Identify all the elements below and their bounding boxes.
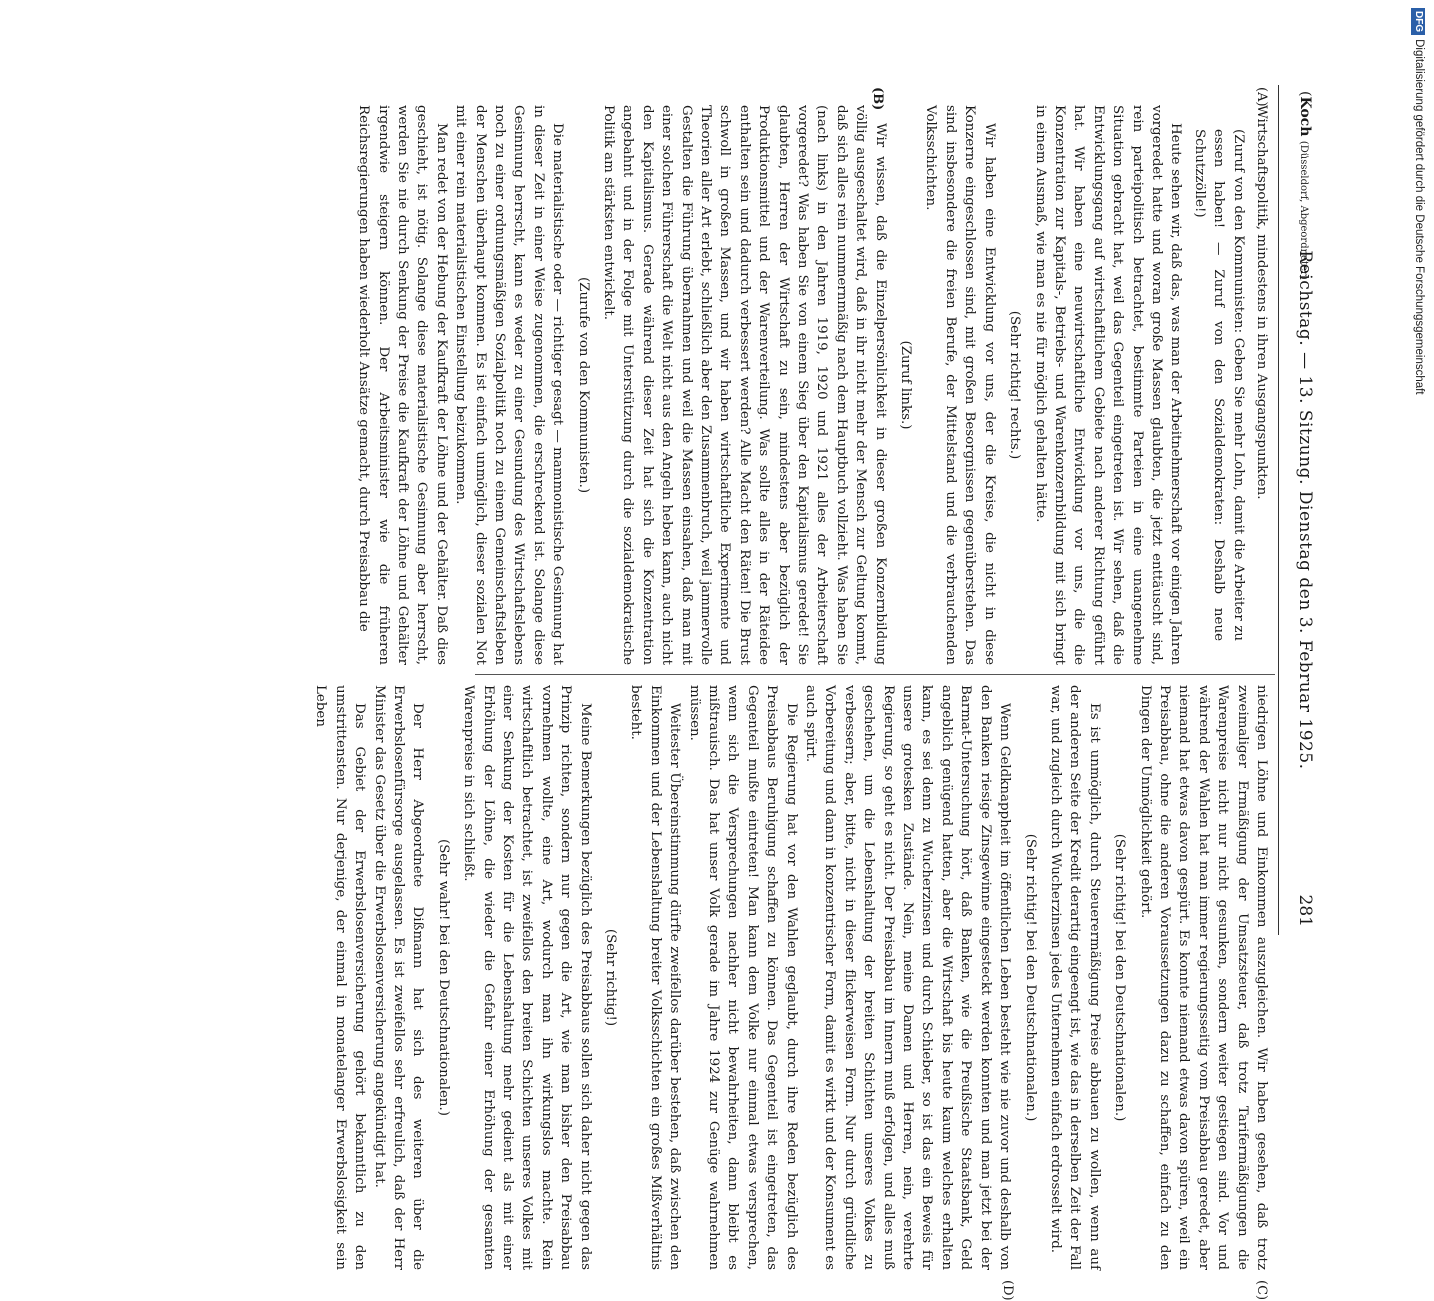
paragraph: Meine Bemerkungen bezüglich des Preisabbaus sollen sich daher nicht gegen das Prinzip richten, sondern nur gegen die Art, wie man bisher den Preisabbau vornehmen wollte, eine Art, wodurch man ihn wirkungslos machte. Rein wirtschaftlich betrachtet, ist zweifellos den breiten Schichten unseres Volkes mit einer Senkung der Kosten für die Lebenshaltung mehr gedient als mit einer Erhöhung der Löhne, die wieder die Gefahr einer Erhöhung der gesamten Warenpreise in sich schließt. [461, 685, 593, 1270]
scanned-page [85, 85, 1315, 1301]
stage-direction: (Sehr richtig!) [603, 928, 618, 1027]
paragraph: Wenn Geldknappheit im öffentlichen Leben besteht wie nie zuvor und deshalb von den Banken riesige Zinsgewinne eingesteckt werden konnten und man jetzt bei der Barmat-Untersuchung hört, daß Banken, wie die Preußische Staatsbank, Geld angeblich genügend hatten, aber die Wirtschaft bis heute kaum welches erhalten kann, es sei denn zu Wucherzinsen und durch Schieber, so ist das ein Beweis für unsere grotesken Zustände. Nein, meine Damen und Herren, nein, verehrte Regierung, so geht es nicht. Der Preisabbau im Innern muß erfolgen, und alles muß geschehen, um die Lebenshaltung der breiten Schichten unseres Volkes zu verbessern; aber, bitte, nicht in dieser flickerweisen Form. Nur durch gründliche Vorbereitung und dann in konzentrischer Form, damit es wirkt und der Konsument es auch spürt. [803, 685, 1013, 1270]
paragraph: Wirtschaftspolitik, mindestens in ihren Ausgangspunkten. [1254, 105, 1269, 500]
paragraph: Das Gebiet der Erwerbslosenversicherung gehört bekanntlich zu den umstrittensten. Nur derjenige, der einmal in monatelanger Erwerbslosigkeit sein Leben [313, 685, 368, 1270]
paragraph: Man redet von der Hebung der Kaufkraft der Löhne und der Gehälter. Daß dies geschieht, ist nötig. Solange diese materialistische Gesinnung aber herrscht, werden Sie nie durch Senkung der Preise die Kaufkraft der Löhne und Gehälter irgendwie steigern können. Der Arbeitsminister wie die früheren Reichsregierungen haben wiederholt Ansätze gemacht, durch Preisabbau die [356, 105, 449, 665]
paragraph: Die materialistische oder — richtiger gesagt — mammonistische Gesinnung hat in dieser Zeit in einer Weise zugenommen, die erschreckend ist. Solange diese Gesinnung herrscht, kann es weder zu einer Gesundung des Wirtschaftslebens noch zu einer ordnungsmäßigen Sozialpolitik noch zu einem Gemeinschaftsleben der Menschen überhaupt kommen. Es ist einfach unmöglich, dieser sozialen Not mit einer rein materialistischen Einstellung beizukommen. [453, 105, 566, 665]
paragraph: Wir wissen, daß die Einzelpersönlichkeit in dieser großen Konzernbildung völlig ausgeschaltet wird, daß in ihr nicht mehr der Mensch zur Geltung kommt, daß sich alles rein nummernmäßig nach dem Hauptbuch vollzieht. Was haben Sie (nach links) in den Jahren 1919, 1920 und 1921 alles der Arbeiterschaft vorgeredet? Was haben Sie von einem Sieg über den Kapitalismus geredet! Sie glaubten, Herren der Wirtschaft zu sein, mindestens aber bezüglich der Produktionsmittel und der Warenverteilung. Was sollte alles in der Räteidee enthalten sein und dadurch verbessert werden? Alle Macht den Räten! Die Brust schwoll in großen Massen, und wir haben wirtschaftliche Experimente und Theorien aller Art erlebt, schließlich aber den Zusammenbruch, weil jammervolle Gestalten die Führung übernahmen und weil die Massen einsahen, daß man mit einer solchen Führerschaft die Welt nicht aus den Angeln heben kann, auch nicht den Kapitalismus. Gerade während dieser Zeit hat sich die Konzentration angebahnt und in der Folge mit Unterstützung durch die sozialdemokratische Politik am stärksten entwickelt. [601, 105, 888, 665]
margin-mark-b: (B) [870, 87, 885, 111]
right-column [311, 685, 1271, 1270]
column-divider [475, 674, 1275, 675]
paragraph: niedrigen Löhne und Einkommen auszugleichen. Wir haben gesehen, daß trotz zweimaliger Ermäßigung der Umsatzsteuer, daß trotz Tarifermäßigungen die Warenpreise nicht nur nicht gesunken, sondern weiter gestiegen sind. Vor und während der Wahlen hat man immer regierungsseitig vom Preisabbau geredet, aber niemand hat etwas davon gespürt. Es konnte niemand etwas davon spüren, weil ein Preisabbau, ohne die anderen Voraussetzungen dazu zu schaffen, einfach zu den Dingen der Unmöglichkeit gehört. [1137, 685, 1269, 1270]
speaker-name: Koch [1297, 96, 1313, 137]
stage-direction: (Zurufe von den Kommunisten.) [575, 276, 591, 494]
left-column [354, 105, 1271, 665]
page-number: 281 [1295, 894, 1315, 927]
paragraph: Die Regierung hat vor den Wahlen geglaubt, durch ihre Reden bezüglich des Preisabbaus Beruhigung schaffen zu können. Das Gegenteil ist eingetreten, das Gegenteil mußte eintreten! Man kann dem Volke nur einmal etwas versprechen, wenn sich die Versprechungen nachher nicht bewahrheiten, dann bleibt es mißtrauisch. Das hat unser Volk gerade im Jahre 1924 zur Genüge wahrnehmen müssen. [686, 685, 799, 1270]
interjection: (Zuruf von den Kommunisten: Geben Sie mehr Lohn, damit die Arbeiter zu essen haben! — Zuruf von den Sozialdemokraten: Deshalb neue Schutzzölle!) [1191, 129, 1246, 641]
credit-text: Digitalisierung gefördert durch die Deutsche Forschungsgemeinschaft [1413, 39, 1425, 395]
margin-mark-d: (D) [1000, 1280, 1015, 1301]
paragraph: Heute sehen wir, daß das, was man der Arbeitnehmerschaft vor einigen Jahren vorgeredet hatte und woran große Massen glaubten, die jetzt enttäuscht sind, rein parteipolitisch betrachtet, bestimmte Parteien in eine unangenehme Situation gebracht hat, weil das Gegenteil eingetreten ist. Wir sehen, daß die Entwicklungsgang auf wirtschaftlichem Gebiete nach anderer Richtung geführt hat. Wir haben eine neuwirtschaftliche Entwicklung vor uns, die die Konzentration zur Kapitals-, Betriebs- und Warenkonzernbildung mit sich bringt in einem Ausmaß, wie man es nie für möglich gehalten hätte. [1032, 105, 1184, 665]
stage-direction: (Sehr richtig! bei den Deutschnationalen.) [1022, 833, 1038, 1122]
paragraph: Weitester Übereinstimmung dürfte zweifellos darüber bestehen, daß zwischen den Einkommen und der Lebenshaltung breiter Volksschichten ein großes Mißverhältnis besteht. [628, 685, 683, 1270]
stage-direction: (Zuruf links.) [898, 340, 914, 430]
paragraph: Wir haben eine Entwicklung vor uns, der die Kreise, die nicht in diese Konzerne eingeschlossen sind, mit großen Besorgnissen gegenüberstehen. Das sind insbesondere die freien Berufe, der Mittelstand und die verbrauchenden Volksschichten. [923, 105, 997, 665]
margin-mark-a: (A) [1254, 87, 1269, 107]
stage-direction: (Sehr wahr! bei den Deutschnationalen.) [435, 838, 451, 1117]
stage-direction: (Sehr richtig! bei den Deutschnationalen.) [1112, 833, 1128, 1122]
margin-mark-c: (C) [1254, 1280, 1269, 1301]
header-speaker: (Koch (Düsseldorf, Abgeordneter) [1297, 91, 1313, 280]
page-header-title: Reichstag. — 13. Sitzung. Dienstag den 3. Februar 1925. [1295, 250, 1315, 770]
speaker-place: (Düsseldorf, Abgeordneter) [1298, 140, 1309, 280]
paragraph: Es ist unmöglich, durch Steuerermäßigung Preise abbauen zu wollen, wenn auf der anderen Seite der Kredit derartig eingeengt ist, wie das in derselben Zeit der Fall war, und zugleich durch Wucherzinsen jedes Unternehmen einfach erdrosselt wird. [1047, 685, 1102, 1270]
header-rule [1278, 85, 1279, 935]
dfg-logo: DFG [1411, 8, 1425, 35]
digitization-credit [1408, 8, 1432, 998]
paragraph: Der Herr Abgeordnete Dißmann hat sich des weiteren über die Erwerbslosenfürsorge ausgelassen. Es ist zweifellos sehr erfreulich, daß der Herr Minister das Gesetz über die Erwerbslosenversicherung angekündigt hat. [371, 685, 426, 1270]
stage-direction: (Sehr richtig! rechts.) [1007, 310, 1023, 460]
